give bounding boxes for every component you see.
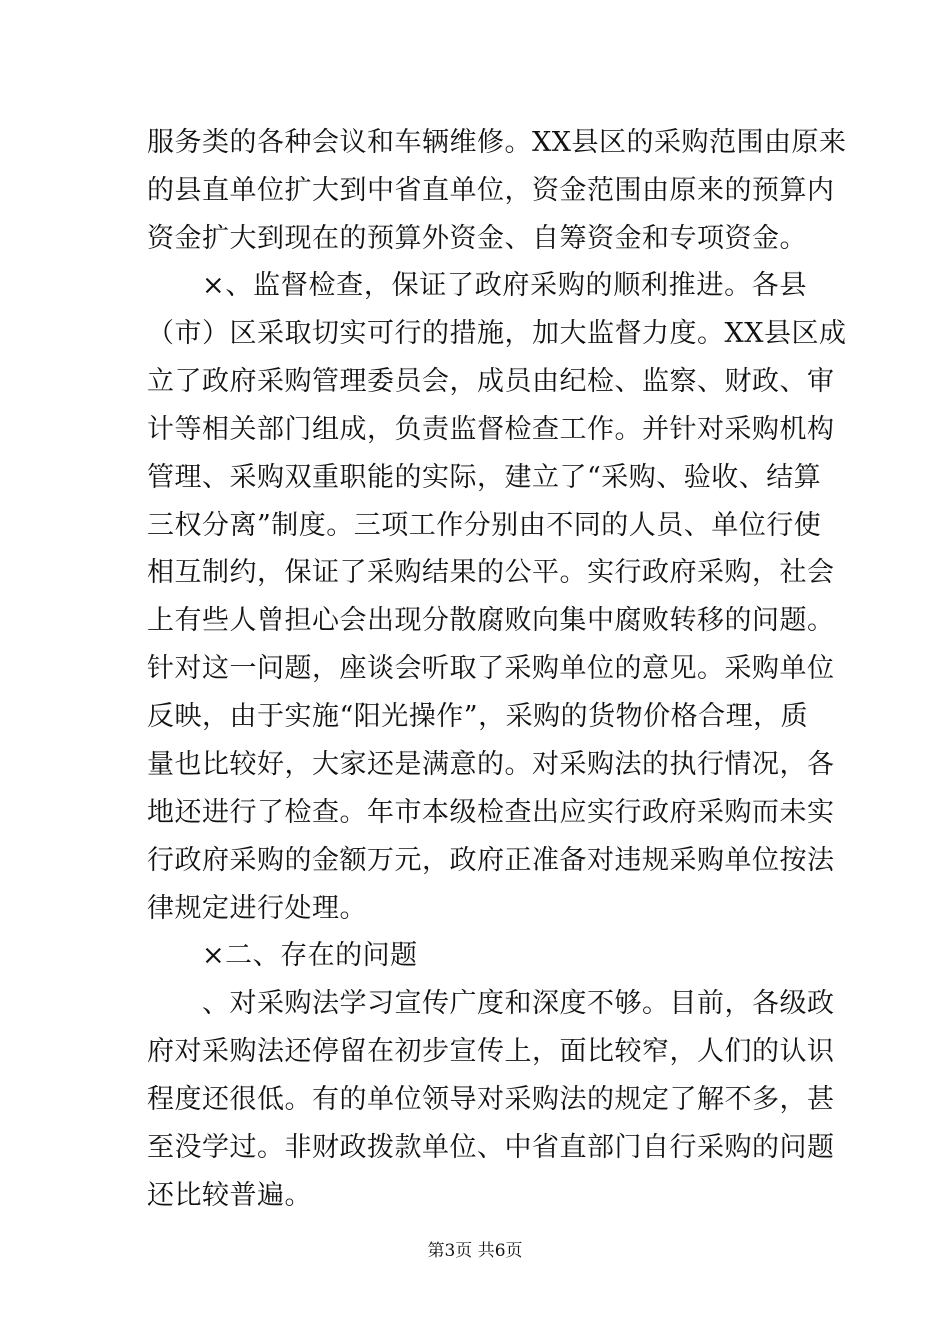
body-text-line: 计等相关部门组成，负责监督检查工作。并针对采购机构 — [147, 414, 835, 445]
section-heading: ×二、存在的问题 — [202, 940, 418, 971]
page-number-footer: 第3页 共6页 — [427, 1241, 523, 1261]
body-text-line: 相互制约，保证了采购结果的公平。实行政府采购，社会 — [147, 557, 835, 588]
body-text-line: 上有些人曾担心会出现分散腐败向集中腐败转移的问题。 — [147, 605, 835, 636]
body-text-line: 资金扩大到现在的预算外资金、自筹资金和专项资金。 — [147, 223, 807, 254]
body-text-line: 管理、采购双重职能的实际，建立了“采购、验收、结算 — [147, 462, 822, 493]
body-text-line: 行政府采购的金额万元，政府正准备对违规采购单位按法 — [147, 845, 835, 876]
body-text-line: ×、监督检查，保证了政府采购的顺利推进。各县 — [202, 270, 807, 301]
body-text-line: 地还进行了检查。年市本级检查出应实行政府采购而未实 — [147, 797, 835, 828]
body-text-line: 针对这一问题，座谈会听取了采购单位的意见。采购单位 — [147, 653, 835, 684]
body-text-line: 、对采购法学习宣传广度和深度不够。目前，各级政 — [202, 988, 835, 1019]
body-text-line: 律规定进行处理。 — [147, 893, 367, 924]
body-text-line: 的县直单位扩大到中省直单位，资金范围由原来的预算内 — [147, 175, 835, 206]
body-text-line: （市）区采取切实可行的措施，加大监督力度。XX县区成 — [147, 318, 847, 349]
body-text-line: 至没学过。非财政拨款单位、中省直部门自行采购的问题 — [147, 1132, 835, 1163]
body-text-line: 程度还很低。有的单位领导对采购法的规定了解不多，甚 — [147, 1084, 835, 1115]
body-text-line: 量也比较好，大家还是满意的。对采购法的执行情况，各 — [147, 749, 835, 780]
body-text-line: 服务类的各种会议和车辆维修。XX县区的采购范围由原来 — [147, 127, 847, 158]
body-text-line: 三权分离”制度。三项工作分别由不同的人员、单位行使 — [147, 510, 822, 541]
body-text-line: 还比较普遍。 — [147, 1180, 312, 1211]
body-text-line: 反映，由于实施“阳光操作”，采购的货物价格合理，质 — [147, 701, 809, 732]
body-text-line: 府对采购法还停留在初步宣传上，面比较窄，人们的认识 — [147, 1036, 835, 1067]
body-text-line: 立了政府采购管理委员会，成员由纪检、监察、财政、审 — [147, 366, 835, 397]
